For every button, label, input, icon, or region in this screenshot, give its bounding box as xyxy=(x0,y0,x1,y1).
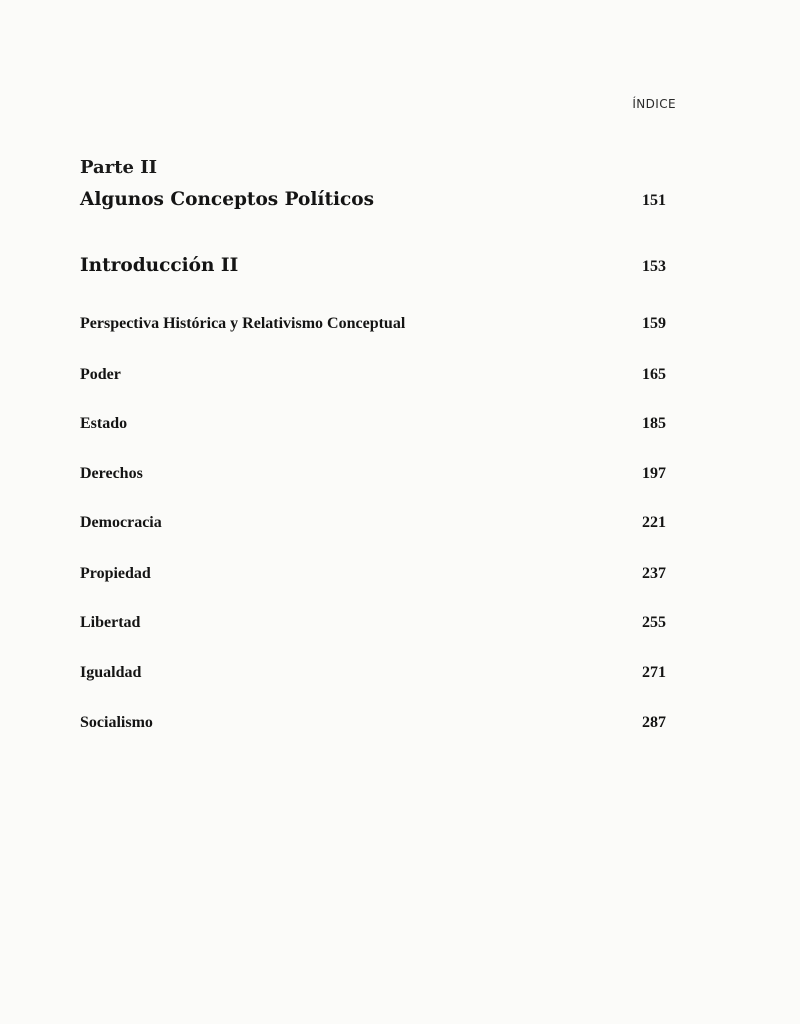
toc-entry-page: 197 xyxy=(642,465,666,482)
toc-entry-title: Introducción II xyxy=(80,255,239,276)
toc-entry-propiedad xyxy=(80,565,666,583)
toc-entry-page: 153 xyxy=(642,258,666,275)
toc-entry-page: 165 xyxy=(642,366,666,383)
toc-entry-libertad xyxy=(80,614,666,632)
toc-entry-title: Democracia xyxy=(80,514,162,531)
toc-entry-igualdad xyxy=(80,664,666,682)
toc-entry-page: 159 xyxy=(642,315,666,332)
toc-entry-perspectiva-historica xyxy=(80,315,666,333)
running-head: ÍNDICE xyxy=(632,97,676,111)
toc-entry-title: Propiedad xyxy=(80,565,151,582)
part-label: Parte II xyxy=(80,157,158,178)
toc-entry-title: Perspectiva Histórica y Relativismo Conceptual xyxy=(80,315,406,332)
toc-entry-title: Estado xyxy=(80,415,128,432)
toc-entry-socialismo xyxy=(80,714,666,732)
toc-entry-democracia xyxy=(80,514,666,532)
toc-entry-page: 255 xyxy=(642,614,666,631)
toc-entry-introduccion-ii xyxy=(80,255,666,276)
toc-entry-derechos xyxy=(80,465,666,483)
toc-entry-page: 151 xyxy=(642,192,666,209)
toc-entry-title: Socialismo xyxy=(80,714,153,731)
toc-entry-title: Poder xyxy=(80,366,121,383)
toc-entry-title: Derechos xyxy=(80,465,143,482)
toc-entry-page: 287 xyxy=(642,714,666,731)
toc-entry-algunos-conceptos-politicos xyxy=(80,189,666,210)
toc-entry-page: 185 xyxy=(642,415,666,432)
toc-entry-title: Libertad xyxy=(80,614,141,631)
toc-entry-page: 237 xyxy=(642,565,666,582)
toc-entry-estado xyxy=(80,415,666,433)
toc-entry-title: Algunos Conceptos Políticos xyxy=(80,189,375,210)
toc-entry-page: 221 xyxy=(642,514,666,531)
toc-entry-page: 271 xyxy=(642,664,666,681)
toc-entry-poder xyxy=(80,366,666,384)
toc-entry-title: Igualdad xyxy=(80,664,142,681)
